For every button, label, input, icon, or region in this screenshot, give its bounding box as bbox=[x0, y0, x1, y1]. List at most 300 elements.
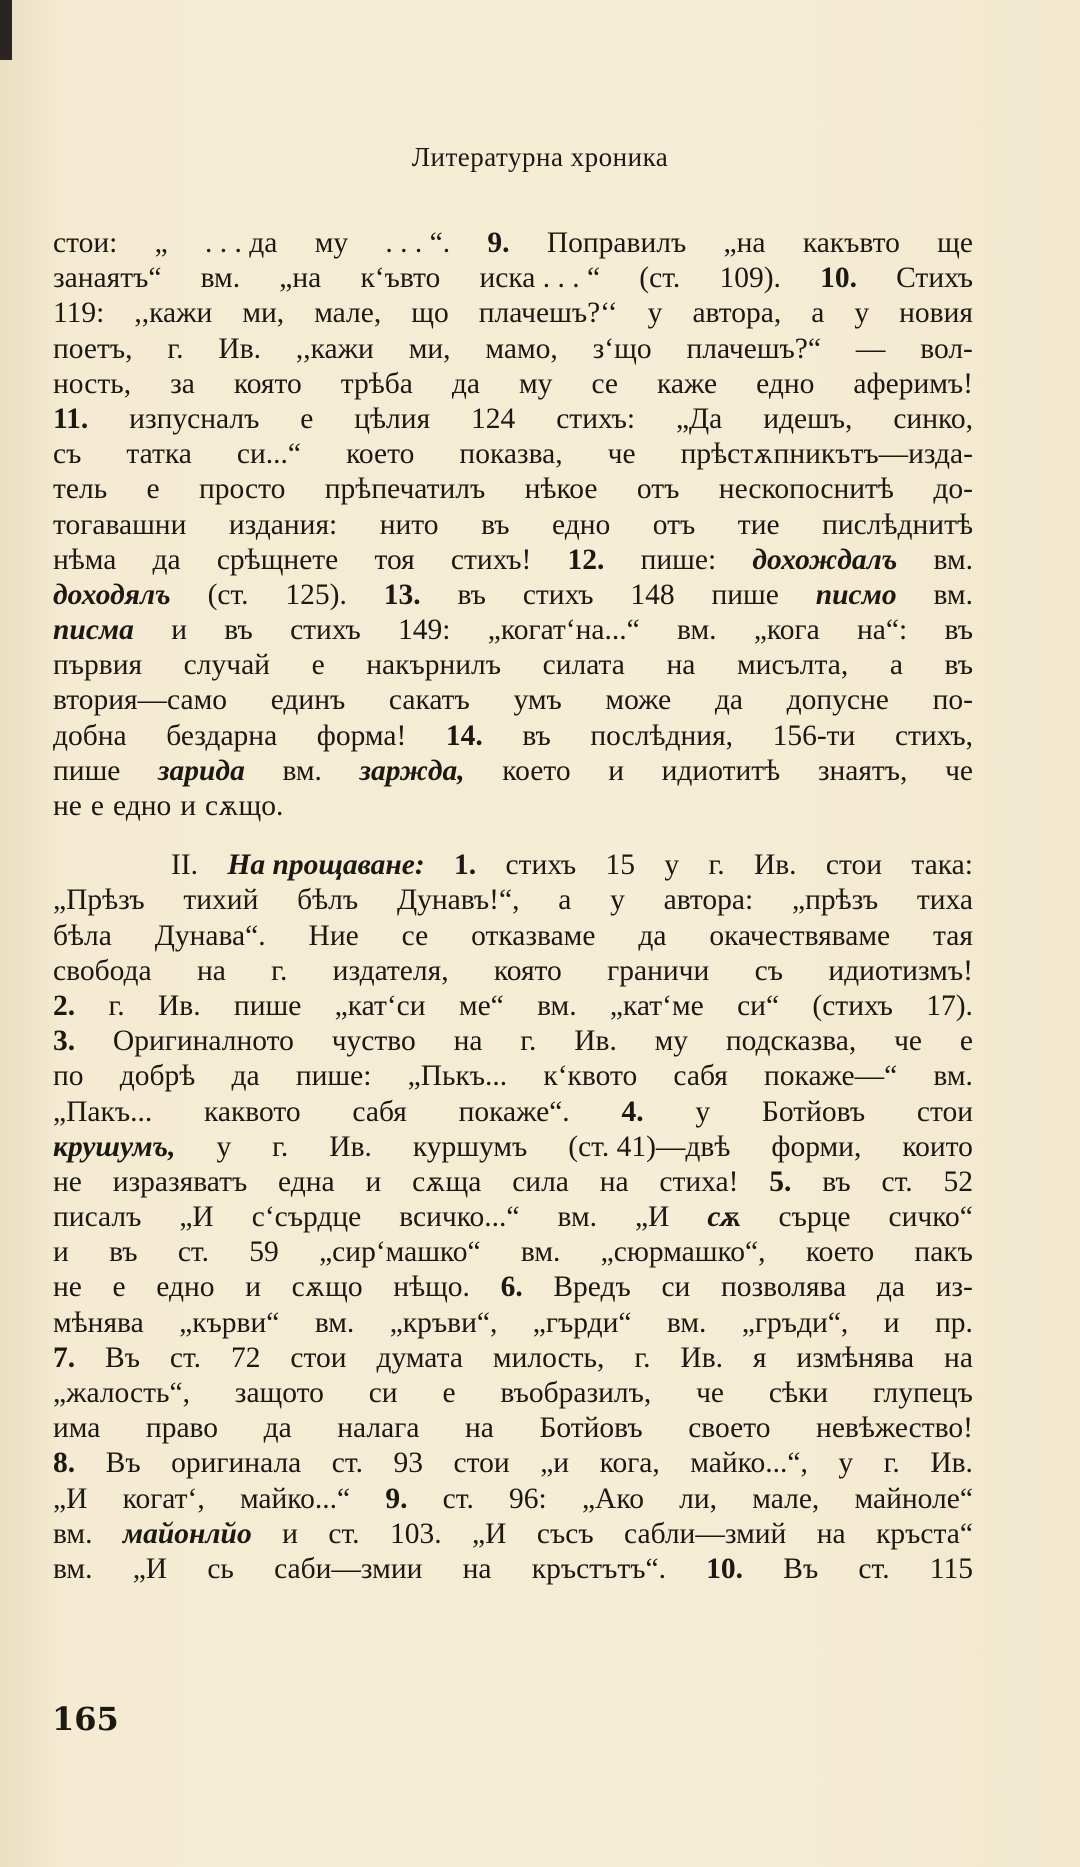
word: у bbox=[610, 884, 625, 917]
word: писалъ bbox=[53, 1201, 142, 1234]
word: у bbox=[647, 297, 663, 330]
word: изпусналъ bbox=[129, 402, 260, 435]
word: си bbox=[368, 1377, 398, 1409]
word: сърце bbox=[778, 1201, 851, 1234]
word: вм. bbox=[557, 1201, 597, 1234]
text-line bbox=[53, 1235, 973, 1270]
word: му bbox=[519, 367, 553, 400]
word: (ст. bbox=[639, 262, 681, 295]
word: издания: bbox=[228, 508, 338, 541]
word: „И bbox=[634, 1201, 670, 1234]
word: сакатъ bbox=[388, 684, 470, 717]
word: мале, bbox=[314, 297, 382, 330]
word: II. bbox=[171, 849, 199, 882]
word: Ив. bbox=[753, 849, 797, 882]
text-line bbox=[53, 332, 973, 367]
word: думата bbox=[376, 1341, 463, 1374]
word: и bbox=[53, 1236, 69, 1269]
word: 124 bbox=[471, 402, 516, 435]
word: „кърви“ bbox=[179, 1306, 280, 1339]
text-line bbox=[53, 954, 973, 989]
word: на bbox=[464, 1412, 494, 1445]
word: 1. bbox=[454, 849, 477, 882]
word: 125). bbox=[285, 578, 347, 611]
word: „Да bbox=[675, 402, 723, 435]
word: въ bbox=[457, 578, 486, 611]
word: въ bbox=[944, 649, 973, 682]
word: куршумъ bbox=[412, 1130, 528, 1163]
word: идешъ, bbox=[763, 402, 853, 435]
word: „прѣзъ bbox=[792, 884, 879, 917]
word: г. bbox=[883, 1447, 900, 1480]
text-line bbox=[53, 402, 973, 437]
text-line bbox=[53, 437, 973, 472]
word: ,,кажи bbox=[295, 332, 374, 365]
word: майонлйо bbox=[122, 1517, 252, 1550]
word: единъ bbox=[270, 684, 346, 717]
word: форми, bbox=[771, 1130, 862, 1163]
word: мамо, bbox=[485, 332, 558, 365]
word: оригинала bbox=[171, 1447, 302, 1480]
word: стои bbox=[916, 1095, 973, 1128]
word: каже bbox=[657, 367, 718, 400]
word: ность, bbox=[53, 367, 132, 400]
word: 12. bbox=[567, 543, 605, 576]
word: Ние bbox=[308, 919, 359, 952]
word: 14. bbox=[445, 719, 483, 752]
word: „Прѣзъ bbox=[53, 884, 145, 917]
word: едно bbox=[552, 508, 611, 541]
word: г. bbox=[271, 954, 288, 987]
word: 13. bbox=[383, 578, 421, 611]
word: пише: bbox=[295, 1060, 372, 1093]
word: Ив. bbox=[930, 1447, 973, 1480]
word: вм. bbox=[666, 1306, 707, 1339]
word: вм. bbox=[933, 1060, 973, 1093]
word: „на bbox=[279, 262, 322, 295]
word: 9. bbox=[487, 227, 510, 259]
word: „И bbox=[179, 1201, 214, 1234]
word: да bbox=[263, 1412, 292, 1445]
word: 148 bbox=[630, 578, 675, 611]
word: Въ bbox=[105, 1447, 141, 1480]
word: „кат‘си bbox=[334, 989, 426, 1022]
word: показва, bbox=[459, 438, 563, 471]
word: бѣлъ bbox=[297, 884, 359, 917]
word: вол- bbox=[920, 332, 973, 365]
word: тогавашни bbox=[53, 508, 187, 541]
word: „кръви“, bbox=[389, 1306, 498, 1339]
word: ли, bbox=[679, 1482, 718, 1515]
word: (ст. bbox=[207, 578, 249, 611]
word: ми, bbox=[242, 297, 285, 330]
word: е bbox=[442, 1377, 456, 1409]
word: вм. bbox=[282, 754, 322, 787]
text-line bbox=[53, 1341, 973, 1376]
word: стихъ bbox=[290, 614, 361, 647]
word: 52 bbox=[943, 1165, 973, 1198]
word: саби—змии bbox=[274, 1552, 423, 1585]
word: и bbox=[883, 1306, 900, 1339]
word: трѣба bbox=[340, 367, 413, 400]
word: въ bbox=[822, 1165, 851, 1198]
word: така: bbox=[911, 849, 973, 882]
word: отъ bbox=[636, 473, 680, 506]
word: не bbox=[53, 1271, 82, 1304]
word: отказваме bbox=[471, 919, 596, 952]
word: е bbox=[959, 1025, 973, 1058]
word: е bbox=[311, 649, 325, 682]
word: идиотизмъ! bbox=[828, 954, 973, 987]
word: 5. bbox=[769, 1165, 792, 1198]
word: е bbox=[146, 473, 160, 506]
word: да bbox=[451, 367, 480, 400]
word: нито bbox=[379, 508, 439, 541]
word: на“: bbox=[857, 614, 908, 647]
word: „и bbox=[540, 1447, 570, 1480]
word: Дунавъ!“, bbox=[396, 884, 520, 917]
word: ще bbox=[937, 227, 973, 259]
text-line bbox=[53, 683, 973, 718]
word: г. bbox=[708, 849, 725, 882]
word: прѣпечатилъ bbox=[324, 473, 486, 506]
word: поетъ, bbox=[53, 332, 133, 365]
word: а bbox=[558, 884, 572, 917]
word: своето bbox=[688, 1412, 771, 1445]
word: знаятъ, bbox=[817, 754, 908, 787]
word: у bbox=[216, 1130, 232, 1163]
word: тая bbox=[933, 919, 973, 952]
word: пише bbox=[711, 578, 779, 611]
word: Вредъ bbox=[553, 1271, 631, 1304]
word: Ботйовъ bbox=[761, 1095, 866, 1128]
word: и bbox=[171, 614, 187, 647]
word: автора, bbox=[692, 297, 782, 330]
word: си bbox=[661, 1271, 691, 1304]
word: пислѣднитѣ bbox=[822, 508, 973, 541]
word: 119: bbox=[53, 297, 105, 330]
word: Оригиналното bbox=[112, 1025, 294, 1058]
word: татка bbox=[126, 438, 192, 471]
text-line bbox=[53, 719, 973, 754]
text-line bbox=[53, 1446, 973, 1481]
text-line bbox=[53, 1165, 973, 1200]
word: си“ bbox=[737, 989, 780, 1022]
word: у bbox=[664, 849, 680, 882]
word: добна bbox=[53, 719, 127, 752]
text-line bbox=[53, 1270, 973, 1305]
running-title: Литературна хроника bbox=[411, 142, 669, 172]
word: налага bbox=[337, 1412, 420, 1445]
word: ст. bbox=[442, 1482, 474, 1515]
text-line bbox=[53, 1200, 973, 1235]
word: тихий bbox=[183, 884, 259, 917]
word: вм. bbox=[314, 1306, 355, 1339]
word: крушумъ, bbox=[53, 1130, 176, 1163]
text-line bbox=[53, 508, 973, 543]
word: и bbox=[245, 1271, 262, 1304]
word: въ bbox=[944, 614, 973, 647]
word: въ bbox=[522, 719, 551, 752]
text-line bbox=[53, 1024, 973, 1059]
word: „И bbox=[132, 1552, 168, 1585]
word: у bbox=[838, 1447, 854, 1480]
paragraph-1 bbox=[53, 226, 973, 824]
word: . . . “. bbox=[385, 227, 451, 259]
word: з‘що bbox=[592, 332, 652, 365]
word: тель bbox=[53, 473, 108, 506]
word: стихъ bbox=[505, 849, 577, 882]
word: новия bbox=[899, 297, 973, 330]
word: на bbox=[599, 1165, 629, 1198]
word: (стихъ bbox=[812, 989, 893, 1022]
word: стои bbox=[453, 1447, 510, 1480]
word: 6. bbox=[500, 1271, 523, 1304]
word: кога, bbox=[599, 1447, 660, 1480]
word: у bbox=[695, 1095, 711, 1128]
word: стихъ bbox=[522, 578, 594, 611]
word: съ bbox=[754, 954, 783, 987]
word: да bbox=[152, 543, 181, 576]
text-line bbox=[53, 578, 973, 613]
word: вм. bbox=[677, 614, 717, 647]
body-text bbox=[53, 226, 973, 1587]
word: стои bbox=[825, 849, 883, 882]
word: му bbox=[654, 1025, 689, 1058]
word: стихъ, bbox=[894, 719, 973, 752]
word: измѣнява bbox=[796, 1341, 915, 1374]
word: сила bbox=[512, 1165, 569, 1198]
word: „И bbox=[472, 1517, 507, 1550]
word: прѣстѫпникътъ—изда- bbox=[680, 438, 973, 471]
word: че bbox=[945, 754, 973, 787]
word: г. bbox=[520, 1025, 537, 1058]
word: какъвто bbox=[802, 227, 900, 259]
word: на bbox=[666, 649, 696, 682]
word: първия bbox=[53, 649, 143, 682]
text-line bbox=[53, 613, 973, 648]
word: що bbox=[411, 297, 449, 330]
word: глупецъ bbox=[872, 1377, 973, 1409]
word: да bbox=[714, 684, 743, 717]
word: тиха bbox=[916, 884, 973, 917]
word: 15 bbox=[605, 849, 636, 882]
word: което bbox=[346, 438, 415, 471]
word: вм. bbox=[933, 543, 973, 576]
word: „ bbox=[154, 227, 168, 259]
word: една bbox=[278, 1165, 335, 1198]
word: по- bbox=[932, 684, 973, 717]
word: едно bbox=[756, 367, 815, 400]
word: се bbox=[401, 919, 429, 952]
word: и bbox=[282, 1517, 298, 1550]
word: ст. bbox=[331, 1447, 363, 1480]
word: 156-ти bbox=[772, 719, 856, 752]
word: може bbox=[605, 684, 672, 717]
word: вм. bbox=[53, 1517, 93, 1550]
word: на bbox=[462, 1552, 492, 1585]
word: ст. bbox=[177, 1236, 209, 1269]
word: занаятъ“ bbox=[53, 262, 162, 295]
word: че bbox=[607, 438, 636, 471]
word: „гръди“, bbox=[741, 1306, 849, 1339]
word: тоя bbox=[374, 543, 415, 576]
word: което bbox=[805, 1236, 875, 1269]
word: му bbox=[314, 227, 349, 259]
word: „Пькъ... bbox=[407, 1060, 508, 1093]
word: тие bbox=[737, 508, 780, 541]
word: едно bbox=[156, 1271, 215, 1304]
word: и bbox=[608, 754, 625, 787]
word: на bbox=[944, 1341, 973, 1374]
word: защото bbox=[234, 1377, 324, 1409]
word: . . . да bbox=[205, 227, 278, 259]
word: „когат‘на...“ bbox=[487, 614, 640, 647]
word: сѣки bbox=[768, 1377, 829, 1409]
word: нѣма bbox=[53, 543, 117, 576]
word: „гърди“ bbox=[532, 1306, 632, 1339]
word: на bbox=[196, 954, 226, 987]
word: „сир‘машко“ bbox=[319, 1236, 481, 1269]
word: въ bbox=[109, 1236, 138, 1269]
word: зарида bbox=[158, 754, 245, 787]
word: 3. bbox=[53, 1025, 76, 1058]
word: 2. bbox=[53, 989, 76, 1022]
word: иска . . . “ bbox=[479, 262, 601, 295]
word: — bbox=[855, 332, 886, 365]
text-line bbox=[53, 919, 973, 954]
word: покаже“. bbox=[458, 1095, 570, 1128]
word: добрѣ bbox=[119, 1060, 196, 1093]
paragraph-2 bbox=[53, 848, 973, 1587]
word: до- bbox=[933, 473, 973, 506]
word: и bbox=[180, 790, 197, 822]
word: бѣла bbox=[53, 919, 112, 952]
word: доходялъ bbox=[53, 578, 171, 611]
word: едно bbox=[112, 790, 172, 822]
text-line bbox=[53, 226, 973, 261]
word: „на bbox=[723, 227, 766, 259]
word: изразяватъ bbox=[112, 1165, 248, 1198]
word: ст. bbox=[328, 1517, 360, 1550]
word: не bbox=[53, 790, 82, 822]
text-line bbox=[53, 543, 973, 578]
word: е bbox=[90, 790, 104, 822]
word: Стихъ bbox=[896, 262, 973, 295]
word: чуство bbox=[331, 1025, 416, 1058]
word: която bbox=[233, 367, 302, 400]
word: 11. bbox=[53, 402, 89, 435]
word: майко...“, bbox=[690, 1447, 808, 1480]
word: ст. bbox=[881, 1165, 913, 1198]
word: което bbox=[502, 754, 571, 787]
text-line bbox=[53, 1517, 973, 1552]
word: 9. bbox=[385, 1482, 408, 1515]
word: стои: bbox=[53, 227, 118, 259]
page-number: 165 bbox=[52, 1700, 119, 1738]
word: майко...“ bbox=[239, 1482, 351, 1515]
word: идиотитѣ bbox=[661, 754, 781, 787]
text-line bbox=[53, 1306, 973, 1341]
word: въобразилъ, bbox=[500, 1377, 652, 1409]
word: синко, bbox=[893, 402, 973, 435]
word: сѫщо bbox=[291, 1271, 363, 1304]
word: „Ако bbox=[581, 1482, 644, 1515]
word: когат‘, bbox=[122, 1482, 205, 1515]
word: к‘квото bbox=[543, 1060, 638, 1093]
word: вм. bbox=[537, 989, 577, 1022]
word: накърнилъ bbox=[366, 649, 502, 682]
word: послѣдния, bbox=[590, 719, 734, 752]
word: каквото bbox=[203, 1095, 301, 1128]
word: вм. bbox=[520, 1236, 561, 1269]
word: съсъ bbox=[536, 1517, 594, 1550]
word: окачествяваме bbox=[709, 919, 891, 952]
word: сѫща bbox=[412, 1165, 482, 1198]
word: че bbox=[696, 1377, 725, 1409]
word: а bbox=[811, 297, 825, 330]
word: случай bbox=[183, 649, 270, 682]
word: която bbox=[493, 954, 562, 987]
word: Ив. bbox=[157, 989, 201, 1022]
word: стихъ: bbox=[556, 402, 636, 435]
word: пише bbox=[53, 754, 121, 787]
text-line bbox=[53, 848, 973, 883]
text-line bbox=[53, 989, 973, 1024]
word: за bbox=[170, 367, 195, 400]
word: г. bbox=[272, 1130, 289, 1163]
word: допусне bbox=[786, 684, 889, 717]
word: пише: bbox=[640, 543, 717, 576]
text-line bbox=[53, 1130, 973, 1165]
word: Ив. bbox=[680, 1341, 723, 1374]
word: граничи bbox=[607, 954, 710, 987]
text-line bbox=[53, 472, 973, 507]
word: въ bbox=[481, 508, 510, 541]
binding-edge bbox=[0, 0, 12, 60]
word: „жалость“, bbox=[53, 1377, 190, 1409]
word: нескопоснитѣ bbox=[718, 473, 894, 506]
word: ст. bbox=[169, 1341, 202, 1374]
text-line bbox=[53, 1059, 973, 1094]
word: 17). bbox=[926, 989, 973, 1022]
word: ,,кажи bbox=[134, 297, 213, 330]
word: 93 bbox=[393, 1447, 423, 1480]
word: бездарна bbox=[166, 719, 278, 752]
word: 109). bbox=[719, 262, 781, 295]
text-line bbox=[53, 883, 973, 918]
word: Дунава“. bbox=[154, 919, 266, 952]
word: че bbox=[894, 1025, 923, 1058]
word: сабя bbox=[352, 1095, 407, 1128]
word: 96: bbox=[509, 1482, 547, 1515]
word: „И bbox=[53, 1482, 88, 1515]
word: пише bbox=[233, 989, 302, 1022]
word: подсказва, bbox=[725, 1025, 857, 1058]
word: право bbox=[145, 1412, 219, 1445]
word: съ bbox=[53, 438, 82, 471]
text-line bbox=[53, 1376, 973, 1411]
word: 7. bbox=[53, 1341, 76, 1374]
word: просто bbox=[199, 473, 286, 506]
paragraph-gap bbox=[53, 824, 973, 848]
word: втория—само bbox=[53, 684, 228, 717]
word: стои bbox=[290, 1341, 347, 1374]
word: сѫщо. bbox=[205, 790, 284, 822]
word: умъ bbox=[513, 684, 562, 717]
word: к‘ъвто bbox=[360, 262, 441, 295]
word: 10. bbox=[820, 262, 857, 295]
